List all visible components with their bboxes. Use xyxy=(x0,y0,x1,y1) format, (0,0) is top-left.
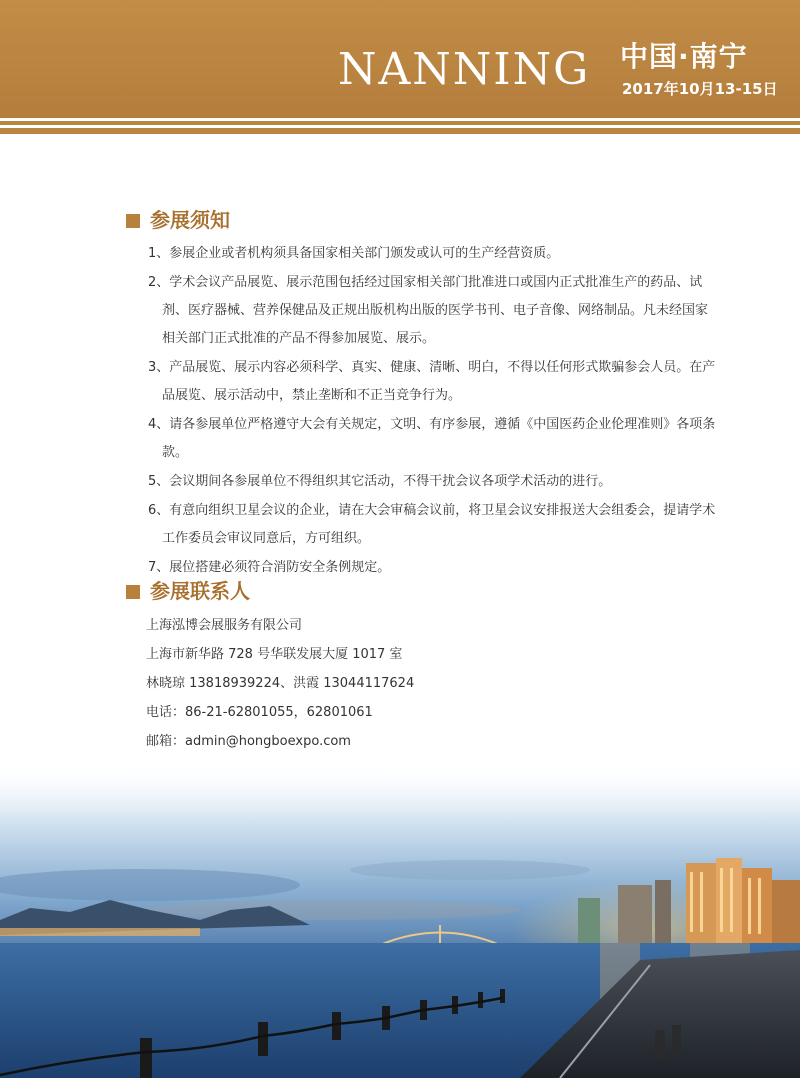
contact-address: 上海市新华路 728 号华联发展大厦 1017 室 xyxy=(146,647,403,662)
notice-list xyxy=(148,240,718,583)
notice-section-title xyxy=(126,207,230,233)
notice-item: 5、会议期间各参展单位不得组织其它活动，不得干扰会议各项学术活动的进行。 xyxy=(148,474,612,489)
section-square-icon xyxy=(126,585,140,599)
section-square-icon xyxy=(126,214,140,228)
notice-item: 2、学术会议产品展览、展示范围包括经过国家相关部门批准进口或国内正式批准生产的药品、试剂、医疗器械、营养保健品及正规出版机构出版的医学书刊、电子音像、网络制品。凡未经国家相关部门正式批准的产品不得参加展览、展示。 xyxy=(148,275,709,346)
contact-company: 上海泓博会展服务有限公司 xyxy=(146,618,303,633)
notice-item: 3、产品展览、展示内容必须科学、真实、健康、清晰、明白，不得以任何形式欺骗参会人员。在产品展览、展示活动中，禁止垄断和不正当竞争行为。 xyxy=(148,360,716,403)
contact-people: 林晓琼 13818939224、洪霞 13044117624 xyxy=(146,676,415,691)
notice-item: 7、展位搭建必须符合消防安全条例规定。 xyxy=(148,560,391,575)
contact-title-text: 参展联系人 xyxy=(150,579,250,603)
contact-block xyxy=(146,611,414,756)
notice-item: 6、有意向组织卫星会议的企业，请在大会审稿会议前，将卫星会议安排报送大会组委会，提请学术工作委员会审议同意后，方可组织。 xyxy=(148,503,716,546)
contact-section-title xyxy=(126,578,250,604)
notice-title-text: 参展须知 xyxy=(150,208,230,232)
notice-item: 4、请各参展单位严格遵守大会有关规定，文明、有序参展，遵循《中国医药企业伦理准则》各项条款。 xyxy=(148,417,716,460)
city-title: 中国·南宁 xyxy=(620,40,748,73)
event-date: 2017年10月13-15日 xyxy=(622,80,778,98)
contact-email: 邮箱：admin@hongboexpo.com xyxy=(146,734,351,749)
brand-title: NANNING xyxy=(338,44,591,95)
contact-phone: 电话：86-21-62801055，62801061 xyxy=(146,705,373,720)
notice-item: 1、参展企业或者机构须具备国家相关部门颁发或认可的生产经营资质。 xyxy=(148,246,560,261)
